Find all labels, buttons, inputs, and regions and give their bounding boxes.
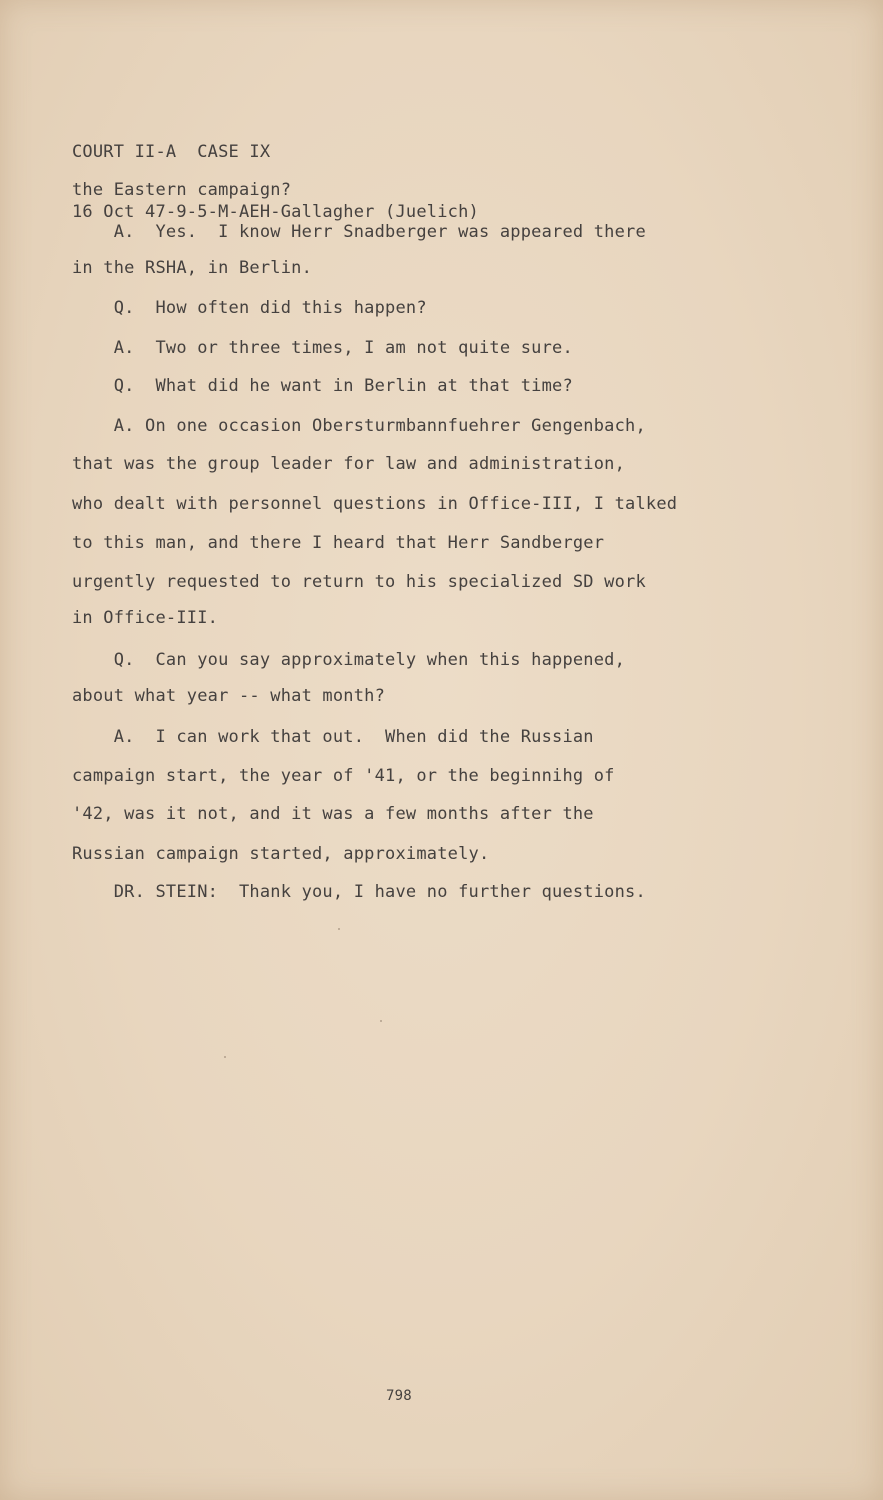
text-line-5: A. Two or three times, I am not quite sure. [72, 338, 573, 358]
text-line-18: Russian campaign started, approximately. [72, 844, 490, 864]
header-session-info: 16 Oct 47-9-5-M-AEH-Gallagher (Juelich) [72, 202, 479, 222]
text-line-17: '42, was it not, and it was a few months after the [72, 804, 594, 824]
text-line-2: A. Yes. I know Herr Snadberger was appeared there [72, 222, 646, 242]
text-line-19: DR. STEIN: Thank you, I have no further questions. [72, 882, 646, 902]
paper-speck [338, 928, 340, 930]
text-line-6: Q. What did he want in Berlin at that time? [72, 376, 573, 396]
text-line-11: urgently requested to return to his specialized SD work [72, 572, 646, 592]
text-line-14: about what year -- what month? [72, 686, 386, 706]
text-line-3: in the RSHA, in Berlin. [72, 258, 313, 278]
text-line-13: Q. Can you say approximately when this happened, [72, 650, 626, 670]
text-line-16: campaign start, the year of '41, or the beginnihg of [72, 766, 615, 786]
paper-speck [380, 1020, 382, 1022]
text-line-15: A. I can work that out. When did the Russian [72, 727, 594, 747]
page-number: 798 [386, 1388, 412, 1404]
text-line-7: A. On one occasion Obersturmbannfuehrer Gengenbach, [72, 416, 646, 436]
text-line-1: the Eastern campaign? [72, 180, 292, 200]
text-line-4: Q. How often did this happen? [72, 298, 427, 318]
text-line-8: that was the group leader for law and administration, [72, 454, 626, 474]
text-line-9: who dealt with personnel questions in Office-III, I talked [72, 494, 678, 514]
text-line-10: to this man, and there I heard that Herr Sandberger [72, 533, 605, 553]
header-court-case: COURT II-A CASE IX [72, 142, 271, 162]
text-line-12: in Office-III. [72, 608, 219, 628]
paper-speck [224, 1056, 226, 1058]
